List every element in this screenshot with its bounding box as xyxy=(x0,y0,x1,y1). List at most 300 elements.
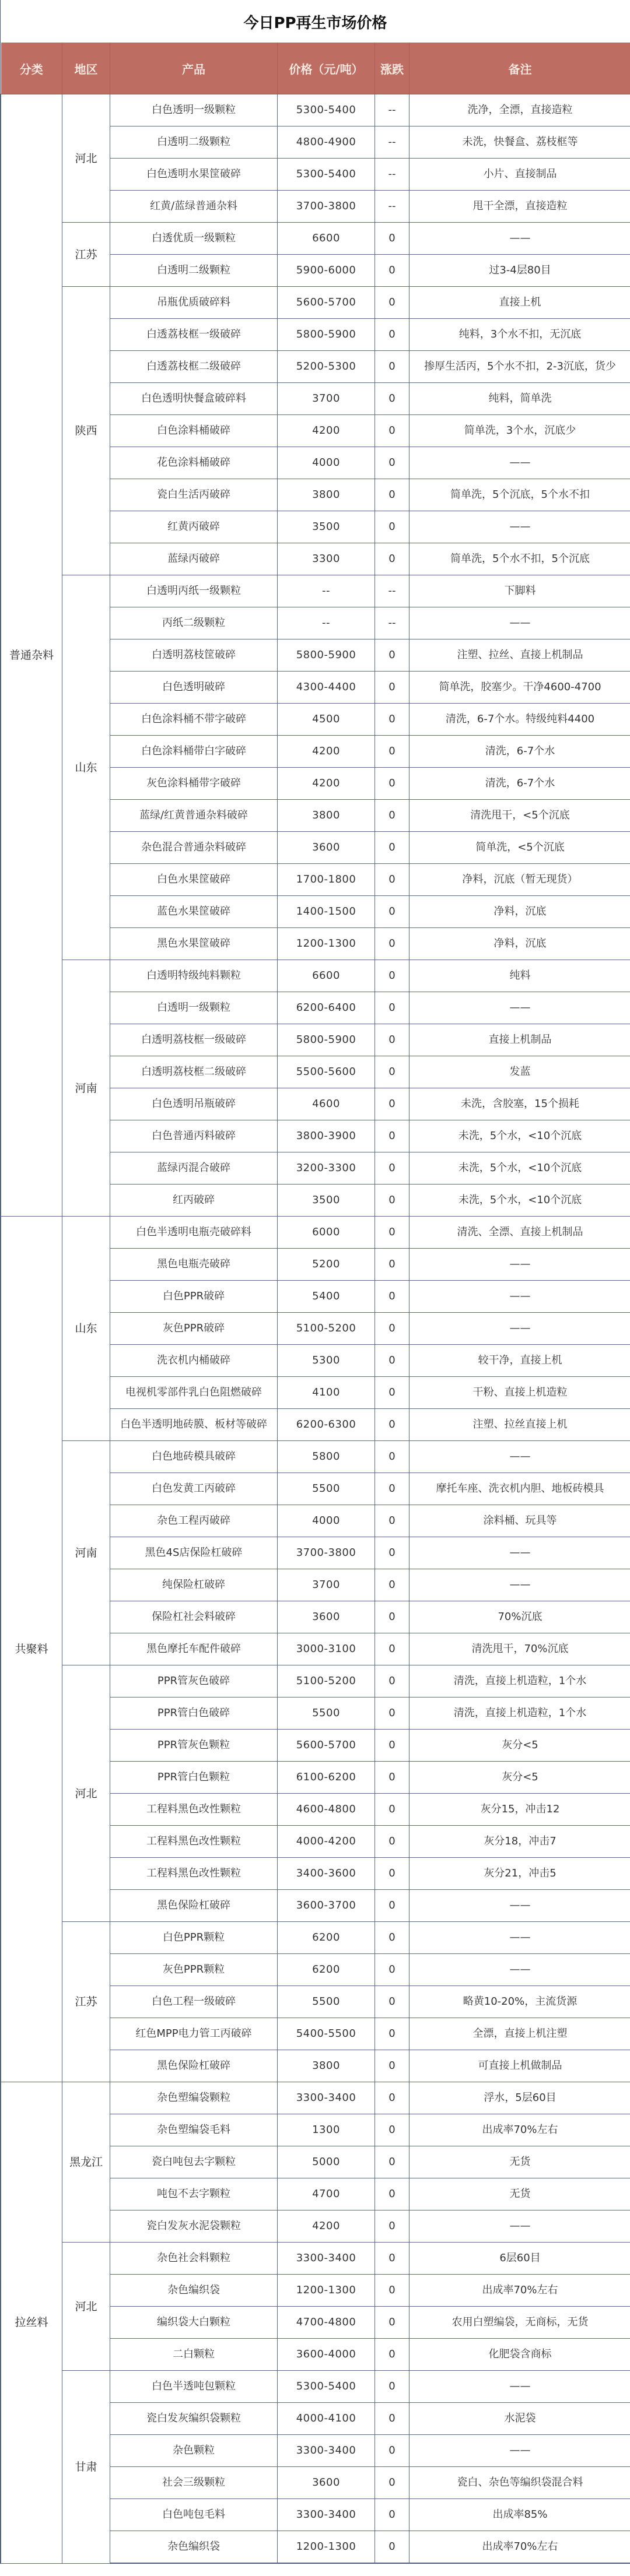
product-cell: 白透荔枝框一级破碎 xyxy=(110,319,278,351)
note-cell: 全漂，直接上机注塑 xyxy=(410,2018,630,2050)
price-cell: 3300-3400 xyxy=(278,2435,375,2467)
change-cell: 0 xyxy=(375,1345,410,1377)
change-cell: 0 xyxy=(375,1569,410,1601)
table-body xyxy=(1,94,630,2564)
product-cell: 杂色塑编袋毛料 xyxy=(110,2114,278,2146)
change-cell: 0 xyxy=(375,1120,410,1152)
price-cell: 4000-4100 xyxy=(278,2403,375,2435)
note-cell: 发蓝 xyxy=(410,1056,630,1088)
change-cell: 0 xyxy=(375,1794,410,1826)
note-cell: 涂料桶、玩具等 xyxy=(410,1505,630,1537)
price-cell: 4700-4800 xyxy=(278,2307,375,2339)
change-cell: 0 xyxy=(375,2243,410,2275)
price-cell: 3500 xyxy=(278,1185,375,1217)
product-cell: 黑色摩托车配件破碎 xyxy=(110,1633,278,1665)
region-cell: 河北 xyxy=(62,94,110,223)
price-cell: 4000-4200 xyxy=(278,1826,375,1858)
product-cell: 白色涂料桶破碎 xyxy=(110,415,278,447)
note-cell: —— xyxy=(410,1441,630,1473)
note-cell: —— xyxy=(410,1890,630,1922)
product-cell: 黑色电瓶壳破碎 xyxy=(110,1249,278,1281)
region-cell: 江苏 xyxy=(62,1922,110,2082)
note-cell: 净料，沉底（暂无现货） xyxy=(410,864,630,896)
note-cell: 化肥袋含商标 xyxy=(410,2339,630,2371)
note-cell: 未洗，5个水，<10个沉底 xyxy=(410,1152,630,1185)
price-cell: 5800 xyxy=(278,1441,375,1473)
product-cell: 灰色PPR破碎 xyxy=(110,1313,278,1345)
price-cell: 5200-5300 xyxy=(278,351,375,383)
change-cell: 0 xyxy=(375,447,410,479)
price-cell: 6200-6300 xyxy=(278,1409,375,1441)
product-cell: 杂色编织袋 xyxy=(110,2531,278,2564)
change-cell: 0 xyxy=(375,1954,410,1986)
change-cell: 0 xyxy=(375,2082,410,2114)
product-cell: 白色工程一级破碎 xyxy=(110,1986,278,2018)
price-cell: 5400 xyxy=(278,1281,375,1313)
product-cell: 纯保险杠破碎 xyxy=(110,1569,278,1601)
product-cell: 白色半透明电瓶壳破碎料 xyxy=(110,1217,278,1249)
note-cell: —— xyxy=(410,1569,630,1601)
price-table xyxy=(1,43,630,2564)
change-cell: 0 xyxy=(375,2050,410,2082)
note-cell: 洗净，全漂，直接造粒 xyxy=(410,94,630,126)
price-cell: 3200-3300 xyxy=(278,1152,375,1185)
note-cell: 灰分18，冲击7 xyxy=(410,1826,630,1858)
product-cell: 杂色工程丙破碎 xyxy=(110,1505,278,1537)
note-cell: 净料，沉底 xyxy=(410,928,630,960)
product-cell: 二白颗粒 xyxy=(110,2339,278,2371)
note-cell: 出成率85% xyxy=(410,2499,630,2531)
product-cell: 白色PPR破碎 xyxy=(110,1281,278,1313)
note-cell: 清洗甩干，70%沉底 xyxy=(410,1633,630,1665)
product-cell: 白色透明破碎 xyxy=(110,672,278,704)
price-cell: 4000 xyxy=(278,447,375,479)
table-row xyxy=(1,223,630,255)
region-cell: 甘肃 xyxy=(62,2371,110,2564)
table-row xyxy=(1,1217,630,1249)
price-cell: 5600-5700 xyxy=(278,1730,375,1762)
product-cell: PPR管白色颗粒 xyxy=(110,1762,278,1794)
change-cell: 0 xyxy=(375,255,410,287)
price-cell: 5300-5400 xyxy=(278,159,375,191)
table-header-row xyxy=(1,43,630,94)
region-cell: 江苏 xyxy=(62,223,110,287)
price-cell: 5500 xyxy=(278,1986,375,2018)
product-cell: 灰色涂料桶带字破碎 xyxy=(110,768,278,800)
product-cell: 工程料黑色改性颗粒 xyxy=(110,1858,278,1890)
note-cell: 直接上机 xyxy=(410,287,630,319)
note-cell: —— xyxy=(410,2371,630,2403)
price-cell: 4200 xyxy=(278,2210,375,2243)
product-cell: 保险杠社会料破碎 xyxy=(110,1601,278,1633)
note-cell: 略黄10-20%，主流货源 xyxy=(410,1986,630,2018)
change-cell: 0 xyxy=(375,768,410,800)
change-cell: 0 xyxy=(375,2499,410,2531)
note-cell: 干粉、直接上机造粒 xyxy=(410,1377,630,1409)
change-cell: 0 xyxy=(375,2467,410,2499)
change-cell: 0 xyxy=(375,319,410,351)
product-cell: 红黄丙破碎 xyxy=(110,511,278,543)
price-cell: 3600 xyxy=(278,832,375,864)
note-cell: 摩托车座、洗衣机内胆、地板砖模具 xyxy=(410,1473,630,1505)
note-cell: 未洗，5个水，<10个沉底 xyxy=(410,1120,630,1152)
product-cell: 白色透明吊瓶破碎 xyxy=(110,1088,278,1120)
note-cell: —— xyxy=(410,1313,630,1345)
price-cell: 5500-5600 xyxy=(278,1056,375,1088)
price-cell: 3600 xyxy=(278,1601,375,1633)
price-cell: 4200 xyxy=(278,415,375,447)
price-cell: 3500 xyxy=(278,511,375,543)
change-cell: 0 xyxy=(375,2371,410,2403)
product-cell: 杂色社会料颗粒 xyxy=(110,2243,278,2275)
table-row xyxy=(1,2243,630,2275)
product-cell: 蓝绿丙混合破碎 xyxy=(110,1152,278,1185)
change-cell: 0 xyxy=(375,2435,410,2467)
change-cell: 0 xyxy=(375,800,410,832)
change-cell: 0 xyxy=(375,1537,410,1569)
price-cell: 5000 xyxy=(278,2146,375,2178)
product-cell: 白色半透吨包颗粒 xyxy=(110,2371,278,2403)
change-cell: 0 xyxy=(375,543,410,575)
product-cell: 白色PPR颗粒 xyxy=(110,1922,278,1954)
change-cell: 0 xyxy=(375,1698,410,1730)
change-cell: 0 xyxy=(375,639,410,672)
product-cell: 吊瓶优质破碎料 xyxy=(110,287,278,319)
product-cell: 灰色PPR颗粒 xyxy=(110,1954,278,1986)
product-cell: 白色半透明地砖膜、板材等破碎 xyxy=(110,1409,278,1441)
product-cell: 瓷白吨包去字颗粒 xyxy=(110,2146,278,2178)
change-cell: 0 xyxy=(375,1249,410,1281)
product-cell: 黑色保险杠破碎 xyxy=(110,1890,278,1922)
change-cell: 0 xyxy=(375,2307,410,2339)
note-cell: —— xyxy=(410,223,630,255)
note-cell: —— xyxy=(410,511,630,543)
note-cell: 瓷白、杂色等编织袋混合料 xyxy=(410,2467,630,2499)
note-cell: 70%沉底 xyxy=(410,1601,630,1633)
product-cell: 瓷白发灰水泥袋颗粒 xyxy=(110,2210,278,2243)
note-cell: 出成率70%左右 xyxy=(410,2275,630,2307)
page-title: 今日PP再生市场价格 xyxy=(243,15,387,32)
product-cell: 黑色4S店保险杠破碎 xyxy=(110,1537,278,1569)
product-cell: 白透明荔枝框一级破碎 xyxy=(110,1024,278,1056)
change-cell: 0 xyxy=(375,2210,410,2243)
table-row xyxy=(1,1922,630,1954)
change-cell: 0 xyxy=(375,1185,410,1217)
price-cell: 4700 xyxy=(278,2178,375,2210)
note-cell: —— xyxy=(410,992,630,1024)
change-cell: 0 xyxy=(375,1281,410,1313)
product-cell: 工程料黑色改性颗粒 xyxy=(110,1794,278,1826)
product-cell: 白色发黄工丙破碎 xyxy=(110,1473,278,1505)
price-cell: 3300-3400 xyxy=(278,2082,375,2114)
product-cell: 白透明二级颗粒 xyxy=(110,126,278,159)
product-cell: 白透优质一级颗粒 xyxy=(110,223,278,255)
price-cell: 1400-1500 xyxy=(278,896,375,928)
change-cell: 0 xyxy=(375,960,410,992)
product-cell: 白透明荔枝筐破碎 xyxy=(110,639,278,672)
column-header-region: 地区 xyxy=(62,43,110,94)
price-cell: 4600 xyxy=(278,1088,375,1120)
note-cell: 灰分<5 xyxy=(410,1730,630,1762)
product-cell: 白色普通丙料破碎 xyxy=(110,1120,278,1152)
note-cell: 无货 xyxy=(410,2146,630,2178)
note-cell: 纯料 xyxy=(410,960,630,992)
note-cell: 清洗，6-7个水。特级纯料4400 xyxy=(410,704,630,736)
change-cell: 0 xyxy=(375,2146,410,2178)
note-cell: 简单洗，3个水，沉底少 xyxy=(410,415,630,447)
note-cell: —— xyxy=(410,1537,630,1569)
product-cell: 蓝绿/红黄普通杂料破碎 xyxy=(110,800,278,832)
price-cell: 3800 xyxy=(278,2050,375,2082)
price-cell: 4500 xyxy=(278,704,375,736)
price-cell: 3800 xyxy=(278,479,375,511)
category-cell: 普通杂料 xyxy=(1,94,62,1217)
change-cell: 0 xyxy=(375,2178,410,2210)
note-cell: 清洗，直接上机造粒，1个水 xyxy=(410,1665,630,1698)
price-cell: 1200-1300 xyxy=(278,2531,375,2564)
product-cell: 蓝绿丙破碎 xyxy=(110,543,278,575)
price-cell: 3300-3400 xyxy=(278,2243,375,2275)
change-cell: 0 xyxy=(375,415,410,447)
price-cell: 5900-6000 xyxy=(278,255,375,287)
price-cell: 5500 xyxy=(278,1698,375,1730)
price-cell: 3600-4000 xyxy=(278,2339,375,2371)
note-cell: 直接上机制品 xyxy=(410,1024,630,1056)
product-cell: 杂色塑编袋颗粒 xyxy=(110,2082,278,2114)
change-cell: 0 xyxy=(375,511,410,543)
price-cell: 1200-1300 xyxy=(278,2275,375,2307)
region-cell: 河北 xyxy=(62,2243,110,2371)
change-cell: 0 xyxy=(375,864,410,896)
price-cell: 5500 xyxy=(278,1473,375,1505)
region-cell: 黑龙江 xyxy=(62,2082,110,2243)
price-cell: 6600 xyxy=(278,960,375,992)
price-cell: 4100 xyxy=(278,1377,375,1409)
region-cell: 河北 xyxy=(62,1665,110,1922)
note-cell: 较干净，直接上机 xyxy=(410,1345,630,1377)
price-cell: 5400-5500 xyxy=(278,2018,375,2050)
price-cell: 3800 xyxy=(278,800,375,832)
price-cell: 6200-6400 xyxy=(278,992,375,1024)
product-cell: 红色MPP电力管工丙破碎 xyxy=(110,2018,278,2050)
price-cell: 4600-4800 xyxy=(278,1794,375,1826)
price-cell: 4300-4400 xyxy=(278,672,375,704)
product-cell: PPR管白色破碎 xyxy=(110,1698,278,1730)
product-cell: 白透明荔枝框二级破碎 xyxy=(110,1056,278,1088)
note-cell: 过3-4层80目 xyxy=(410,255,630,287)
note-cell: 简单洗，5个水不扣，5个沉底 xyxy=(410,543,630,575)
note-cell: 净料，沉底 xyxy=(410,896,630,928)
product-cell: 白色涂料桶不带字破碎 xyxy=(110,704,278,736)
product-cell: 瓷白生活丙破碎 xyxy=(110,479,278,511)
column-header-change: 涨跌 xyxy=(375,43,410,94)
product-cell: 白色吨包毛料 xyxy=(110,2499,278,2531)
table-row xyxy=(1,94,630,126)
note-cell: 清洗、全漂、直接上机制品 xyxy=(410,1217,630,1249)
change-cell: 0 xyxy=(375,1633,410,1665)
note-cell: 未洗，5个水，<10个沉底 xyxy=(410,1185,630,1217)
price-cell: 3000-3100 xyxy=(278,1633,375,1665)
note-cell: —— xyxy=(410,447,630,479)
change-cell: 0 xyxy=(375,1473,410,1505)
change-cell: 0 xyxy=(375,1377,410,1409)
change-cell: 0 xyxy=(375,1826,410,1858)
price-cell: 4800-4900 xyxy=(278,126,375,159)
price-cell: 3400-3600 xyxy=(278,1858,375,1890)
price-cell: 5100-5200 xyxy=(278,1665,375,1698)
price-cell: 5300-5400 xyxy=(278,94,375,126)
note-cell: 清洗，6-7个水 xyxy=(410,736,630,768)
column-header-category: 分类 xyxy=(1,43,62,94)
note-cell: 可直接上机做制品 xyxy=(410,2050,630,2082)
change-cell: 0 xyxy=(375,479,410,511)
product-cell: 白透荔枝框二级破碎 xyxy=(110,351,278,383)
price-cell: 5200 xyxy=(278,1249,375,1281)
price-cell: 3800-3900 xyxy=(278,1120,375,1152)
price-cell: 3300-3400 xyxy=(278,2499,375,2531)
product-cell: 花色涂料桶破碎 xyxy=(110,447,278,479)
product-cell: PPR管灰色破碎 xyxy=(110,1665,278,1698)
change-cell: 0 xyxy=(375,351,410,383)
region-cell: 山东 xyxy=(62,575,110,960)
note-cell: 纯料，3个水不扣，无沉底 xyxy=(410,319,630,351)
price-cell: 4200 xyxy=(278,736,375,768)
change-cell: -- xyxy=(375,607,410,639)
change-cell: 0 xyxy=(375,2018,410,2050)
product-cell: 杂色混合普通杂料破碎 xyxy=(110,832,278,864)
note-cell: 水泥袋 xyxy=(410,2403,630,2435)
product-cell: 瓷白发灰编织袋颗粒 xyxy=(110,2403,278,2435)
product-cell: 丙纸二级颗粒 xyxy=(110,607,278,639)
product-cell: 电视机零部件乳白色阻燃破碎 xyxy=(110,1377,278,1409)
note-cell: 下脚料 xyxy=(410,575,630,607)
product-cell: 杂色编织袋 xyxy=(110,2275,278,2307)
change-cell: 0 xyxy=(375,1409,410,1441)
price-cell: 1300 xyxy=(278,2114,375,2146)
change-cell: 0 xyxy=(375,992,410,1024)
note-cell: 农用白塑编袋，无商标，无货 xyxy=(410,2307,630,2339)
change-cell: 0 xyxy=(375,1024,410,1056)
change-cell: 0 xyxy=(375,1890,410,1922)
note-cell: 清洗，直接上机造粒，1个水 xyxy=(410,1698,630,1730)
product-cell: 白透明二级颗粒 xyxy=(110,255,278,287)
change-cell: -- xyxy=(375,159,410,191)
note-cell: 小片、直接制品 xyxy=(410,159,630,191)
product-cell: 社会三级颗粒 xyxy=(110,2467,278,2499)
price-cell: 6100-6200 xyxy=(278,1762,375,1794)
product-cell: 蓝色水果筐破碎 xyxy=(110,896,278,928)
price-cell: 5300 xyxy=(278,1345,375,1377)
price-cell: 6600 xyxy=(278,223,375,255)
category-cell: 拉丝料 xyxy=(1,2082,62,2564)
note-cell: 甩干全漂，直接造粒 xyxy=(410,191,630,223)
change-cell: 0 xyxy=(375,383,410,415)
change-cell: 0 xyxy=(375,2339,410,2371)
product-cell: 白色地砖模具破碎 xyxy=(110,1441,278,1473)
price-cell: 5600-5700 xyxy=(278,287,375,319)
note-cell: —— xyxy=(410,1954,630,1986)
change-cell: 0 xyxy=(375,1313,410,1345)
note-cell: 注塑、拉丝、直接上机制品 xyxy=(410,639,630,672)
product-cell: 杂色颗粒 xyxy=(110,2435,278,2467)
change-cell: 0 xyxy=(375,928,410,960)
product-cell: 白色水果筐破碎 xyxy=(110,864,278,896)
region-cell: 河南 xyxy=(62,1441,110,1665)
change-cell: 0 xyxy=(375,896,410,928)
note-cell: 6层60目 xyxy=(410,2243,630,2275)
note-cell: 未洗，快餐盒、荔枝框等 xyxy=(410,126,630,159)
note-cell: —— xyxy=(410,1922,630,1954)
price-cell: 5800-5900 xyxy=(278,639,375,672)
price-cell: 4000 xyxy=(278,1505,375,1537)
price-cell: -- xyxy=(278,607,375,639)
product-cell: 白透明丙纸一级颗粒 xyxy=(110,575,278,607)
change-cell: 0 xyxy=(375,1858,410,1890)
product-cell: 白透明特级纯料颗粒 xyxy=(110,960,278,992)
price-cell: 3300 xyxy=(278,543,375,575)
price-cell: 3700-3800 xyxy=(278,1537,375,1569)
change-cell: 0 xyxy=(375,2114,410,2146)
product-cell: 白色透明一级颗粒 xyxy=(110,94,278,126)
change-cell: 0 xyxy=(375,1922,410,1954)
product-cell: 编织袋大白颗粒 xyxy=(110,2307,278,2339)
note-cell: 清洗甩干，<5个沉底 xyxy=(410,800,630,832)
product-cell: PPR管灰色颗粒 xyxy=(110,1730,278,1762)
note-cell: 简单洗，<5个沉底 xyxy=(410,832,630,864)
product-cell: 黑色水果筐破碎 xyxy=(110,928,278,960)
change-cell: 0 xyxy=(375,1601,410,1633)
note-cell: 灰分<5 xyxy=(410,1762,630,1794)
column-header-product: 产品 xyxy=(110,43,278,94)
product-cell: 白透明一级颗粒 xyxy=(110,992,278,1024)
price-cell: 1200-1300 xyxy=(278,928,375,960)
price-cell: 6200 xyxy=(278,1954,375,1986)
table-row xyxy=(1,1441,630,1473)
table-row xyxy=(1,575,630,607)
change-cell: 0 xyxy=(375,832,410,864)
change-cell: 0 xyxy=(375,1088,410,1120)
product-cell: 红丙破碎 xyxy=(110,1185,278,1217)
note-cell: 纯料，简单洗 xyxy=(410,383,630,415)
change-cell: 0 xyxy=(375,1217,410,1249)
note-cell: —— xyxy=(410,2435,630,2467)
note-cell: 出成率70%左右 xyxy=(410,2531,630,2564)
note-cell: 灰分15，冲击12 xyxy=(410,1794,630,1826)
column-header-price: 价格（元/吨） xyxy=(278,43,375,94)
change-cell: 0 xyxy=(375,1730,410,1762)
note-cell: 简单洗，5个沉底，5个水不扣 xyxy=(410,479,630,511)
note-cell: 未洗，含胶塞，15个损耗 xyxy=(410,1088,630,1120)
note-cell: —— xyxy=(410,607,630,639)
price-cell: 1700-1800 xyxy=(278,864,375,896)
category-cell: 共聚料 xyxy=(1,1217,62,2082)
change-cell: 0 xyxy=(375,2275,410,2307)
note-cell: 出成率70%左右 xyxy=(410,2114,630,2146)
price-cell: 4200 xyxy=(278,768,375,800)
table-row xyxy=(1,287,630,319)
price-cell: 6000 xyxy=(278,1217,375,1249)
product-cell: 白色涂料桶带白字破碎 xyxy=(110,736,278,768)
note-cell: —— xyxy=(410,2210,630,2243)
price-cell: 5800-5900 xyxy=(278,1024,375,1056)
change-cell: 0 xyxy=(375,736,410,768)
note-cell: 简单洗，胶塞少。干净4600-4700 xyxy=(410,672,630,704)
change-cell: 0 xyxy=(375,704,410,736)
price-cell: 6200 xyxy=(278,1922,375,1954)
product-cell: 工程料黑色改性颗粒 xyxy=(110,1826,278,1858)
change-cell: 0 xyxy=(375,1986,410,2018)
note-cell: 浮水，5层60目 xyxy=(410,2082,630,2114)
